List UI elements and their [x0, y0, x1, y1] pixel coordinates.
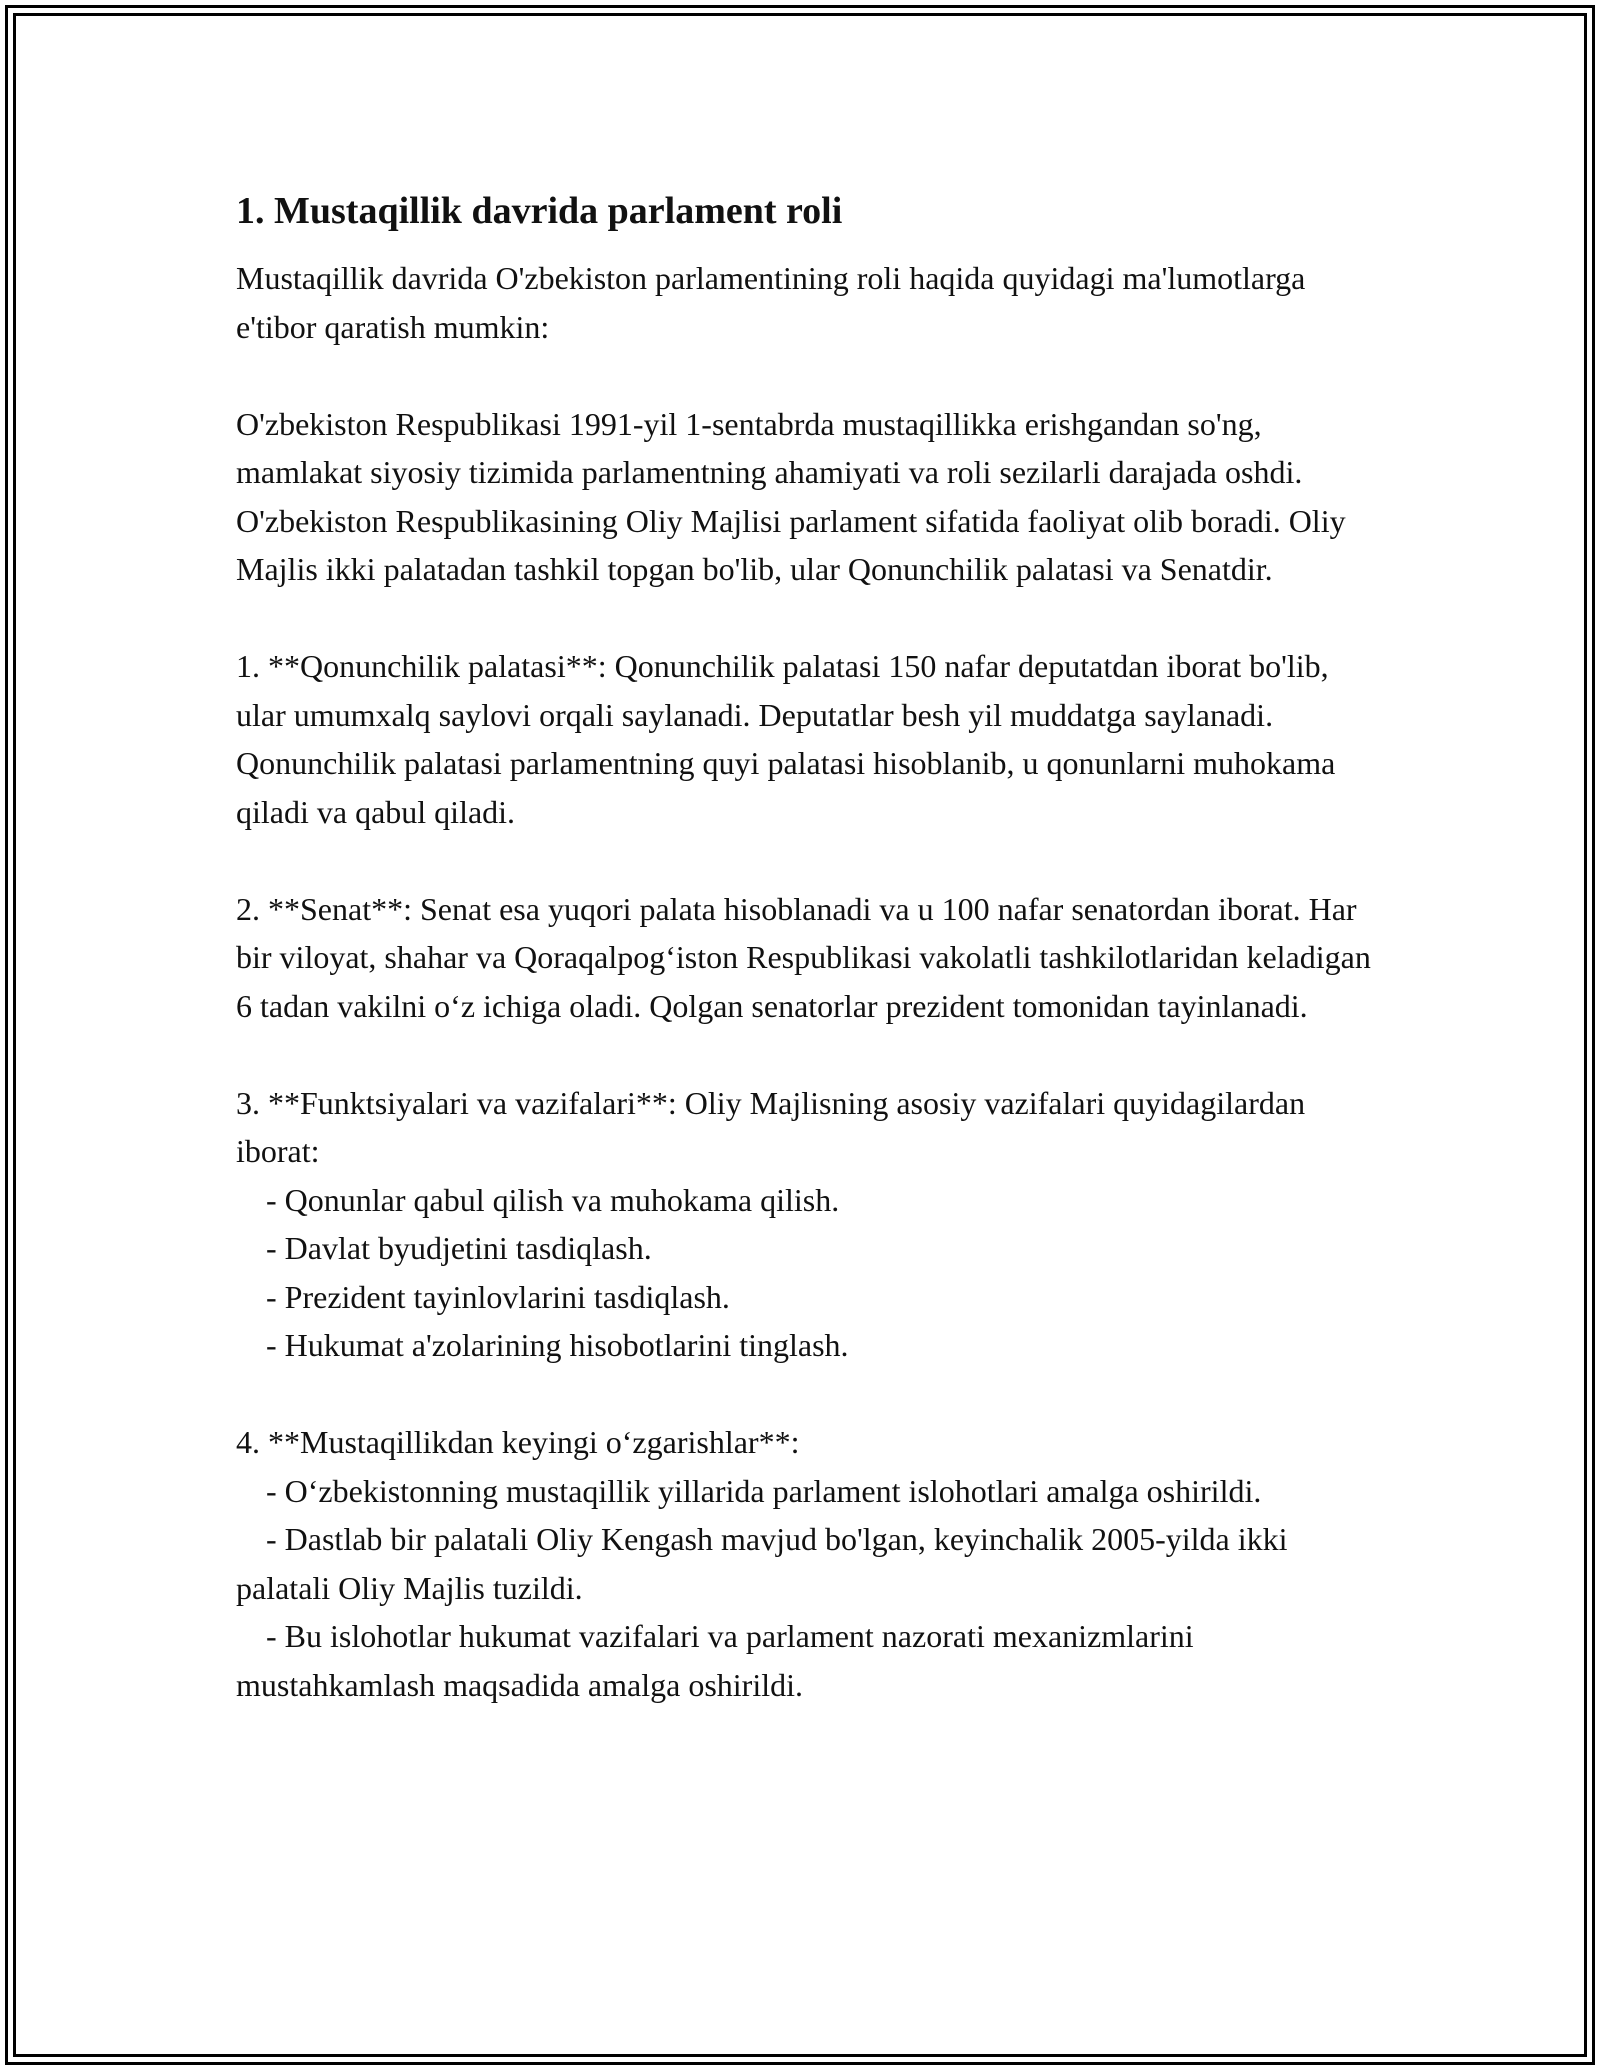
changes-lead: 4. **Mustaqillikdan keyingi o‘zgarishlar**:: [236, 1424, 800, 1460]
changes-list-item: [236, 1467, 1376, 1516]
functions-list-item: - Hukumat a'zolarining hisobotlarini tinglash.: [266, 1327, 849, 1363]
changes-list-item: [236, 1612, 1376, 1709]
paragraph-gap: [236, 351, 1376, 400]
section-changes: [236, 1418, 1376, 1709]
intro-paragraph: Mustaqillik davrida O'zbekiston parlamentining roli haqida quyidagi ma'lumotlarga e'tibor qaratish mumkin:: [236, 260, 1306, 345]
section-senate: 2. **Senat**: Senat esa yuqori palata hisoblanadi va u 100 nafar senatordan iborat. Har bir viloyat, shahar va Qoraqalpog‘iston Respublikasi vakolatli tashkilotlaridan keladigan 6 tadan vakilni o‘z ichiga oladi. Qolgan senatorlar prezident tomonidan tayinlanadi.: [236, 890, 1371, 1024]
functions-list-item: - Qonunlar qabul qilish va muhokama qilish.: [266, 1181, 840, 1218]
changes-list-item: [236, 1515, 1376, 1612]
functions-lead: 3. **Funktsiyalari va vazifalari**: Oliy Majlisning asosiy vazifalari quyidagilardan iborat:: [236, 1084, 1306, 1169]
overview-paragraph: O'zbekiston Respublikasi 1991-yil 1-sentabrda mustaqillikka erishgandan so'ng, mamlakat siyosiy tizimida parlamentning ahamiyati va roli sezilarli darajada oshdi. O'zbekiston Respublikasining Oliy Majlisi parlament sifatida faoliyat olib boradi. Oliy Majlis ikki palatadan tashkil topgan bo'lib, ular Qonunchilik palatasi va Senatdir.: [236, 405, 1346, 587]
section-functions: [236, 1079, 1376, 1370]
changes-list-item-text: - Bu islohotlar hukumat vazifalari va parlament nazorati mexanizmlarini mustahkamlash maqsadida amalga oshirildi.: [236, 1618, 1194, 1703]
document-body: [236, 186, 1376, 1709]
document-title: 1. Mustaqillik davrida parlament roli: [236, 190, 843, 232]
paragraph-gap: [236, 594, 1376, 643]
section-legislative-chamber: 1. **Qonunchilik palatasi**: Qonunchilik palatasi 150 nafar deputatdan iborat bo'lib, ular umumxalq saylovi orqali saylanadi. Deputatlar besh yil muddatga saylanadi. Qonunchilik palatasi parlamentning quyi palatasi hisoblanib, u qonunlarni muhokama qiladi va qabul qiladi.: [236, 648, 1336, 830]
paragraph-gap: [236, 1030, 1376, 1079]
changes-list-item-text: - Dastlab bir palatali Oliy Kengash mavjud bo'lgan, keyinchalik 2005-yilda ikki palatali Oliy Majlis tuzildi.: [236, 1521, 1288, 1606]
functions-list-item: - Davlat byudjetini tasdiqlash.: [266, 1230, 652, 1266]
paragraph-gap: [236, 1370, 1376, 1419]
paragraph-gap: [236, 836, 1376, 885]
changes-list-item-text: - O‘zbekistonning mustaqillik yillarida parlament islohotlari amalga oshirildi.: [266, 1472, 1262, 1509]
functions-list-item: - Prezident tayinlovlarini tasdiqlash.: [266, 1278, 730, 1315]
